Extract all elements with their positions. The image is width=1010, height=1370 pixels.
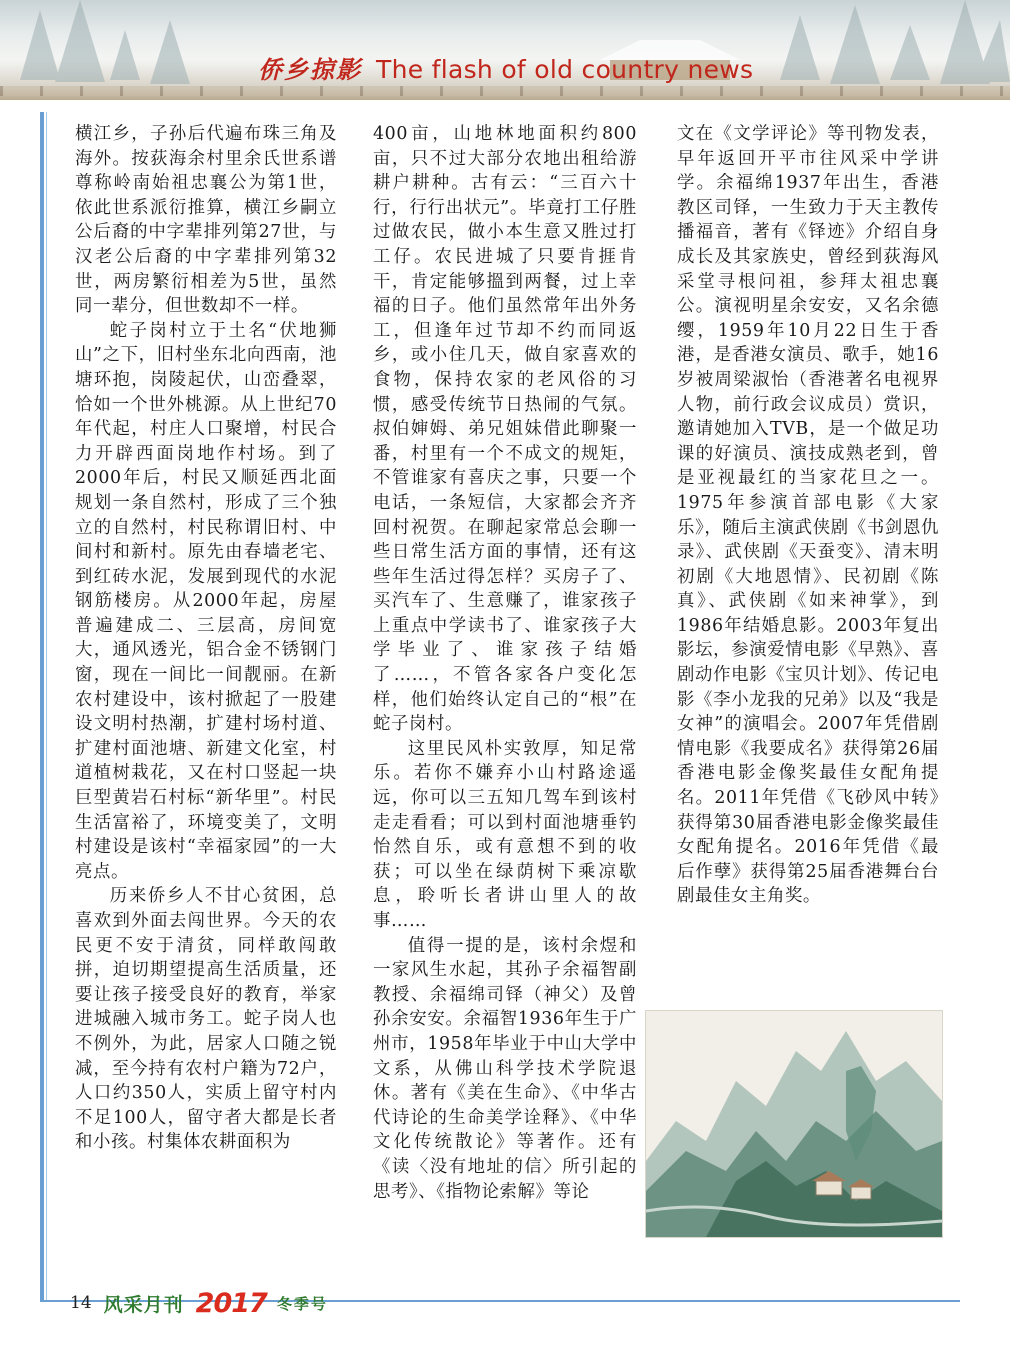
issue-year: 2017: [195, 1287, 267, 1319]
landscape-painting-drawing: [646, 1011, 942, 1237]
issue-season: 冬季号: [276, 1294, 328, 1313]
paragraph: 横江乡，子孙后代遍布珠三角及海外。按荻海余村里余氏世系谱尊称岭南始祖忠襄公为第1世，依此世系派衍推算，横江乡嗣立公后裔的中字辈排列第27世，与汉老公后裔的中字辈排列第32世，两房繁衍相差为5世，虽然同一辈分，但世数却不一样。: [75, 124, 337, 317]
paragraph: 文在《文学评论》等刊物发表，早年返回开平市往风采中学讲学。余福绵1937年出生，香港教区司铎，一生致力于天主教传播福音，著有《铎迹》介绍自身成长及其家族史，曾经到荻海风采堂寻根问祖，参拜太祖忠襄公。演视明星余安安，又名余德缨，1959年10月22日生于香港，是香港女演员、歌手，她16岁被周梁淑怡（香港著名电视界人物，前行政会议成员）赏识，邀请她加入TVB，是一个做足功课的好演员、演技成熟老到，曾是亚视最红的当家花旦之一。1975年参演首部电影《大家乐》，随后主演武侠剧《书剑恩仇录》、武侠剧《天蚕变》、清末明初剧《大地恩情》、民初剧《陈真》、武侠剧《如来神掌》，到1986年结婚息影。2003年复出影坛，参演爱情电影《早熟》、喜剧动作电影《宝贝计划》、传记电影《李小龙我的兄弟》以及“我是女神”的演唱会。2007年凭借剧情电影《我要成名》获得第26届香港电影金像奖最佳女配角提名。2011年凭借《飞砂风中转》获得第30届香港电影金像奖最佳女配角提名。2016年凭借《最后作孽》获得第25届香港舞台台剧最佳女主角奖。: [677, 124, 939, 907]
fence-rail: [0, 86, 1010, 96]
paragraph: 这里民风朴实敦厚，知足常乐。若你不嫌弃小山村路途遥远，你可以三五知几驾车到该村走走看看；可以到村面池塘垂钓怡然自乐，或有意想不到的收获；可以坐在绿荫树下乘凉歇息，聆听长者讲山里人的故事……: [373, 738, 637, 931]
paragraph: 400亩，山地林地面积约800亩，只不过大部分农地出租给游耕户耕种。古有云：“三百六十行，行行出状元”。毕竟打工仔胜过做农民，做小本生意又胜过打工仔。农民进城了只要肯捱肯干，肯定能够搵到两餐，过上幸福的日子。他们虽然常年出外务工，但逢年过节却不约而同返乡，或小住几天，做自家喜欢的食物，保持农家的老风俗的习惯，感受传统节日热闹的气氛。叔伯婶姆、弟兄姐妹借此聊聚一番，村里有一个不成文的规矩，不管谁家有喜庆之事，只要一个电话，一条短信，大家都会齐齐回村祝贺。在聊起家常总会聊一些日常生活方面的事情，还有这些年生活过得怎样？买房子了、买汽车了、生意赚了，谁家孩子上重点中学读书了、谁家孩子大学毕业了、谁家孩子结婚了……，不管各家各户变化怎样，他们始终认定自己的“根”在蛇子岗村。: [373, 124, 637, 735]
header-banner: [0, 0, 1010, 100]
section-title-en: The flash of old country news: [376, 55, 754, 84]
section-title-zh: 侨乡掠影: [258, 55, 362, 84]
page-number: 14: [70, 1293, 92, 1313]
text-column-2: [373, 122, 637, 1204]
paragraph: 值得一提的是，该村余煜和一家风生水起，其孙子余福智副教授、余福绵司铎（神父）及曾孙余安安。余福智1936年生于广州市，1958年毕业于中山大学中文系，从佛山科学技术学院退休。著有《美在生命》、《中华古代诗论的生命美学诠释》、《中华文化传统散论》等著作。还有《读〈没有地址的信〉所引起的思考》、《指物论索解》等论: [373, 935, 637, 1202]
left-border-rule-thin: [46, 112, 47, 1300]
section-title: [258, 50, 753, 84]
text-column-3: [677, 122, 939, 909]
paragraph: 历来侨乡人不甘心贫困，总喜欢到外面去闯世界。今天的农民更不安于清贫，同样敢闯敢拼，迫切期望提高生活质量，还要让孩子接受良好的教育，举家进城融入城市务工。蛇子岗人也不例外，为此，居家人口随之锐减，至今持有农村户籍为72户，人口约350人，实质上留守村内不足100人，留守者大都是长者和小孩。村集体农耕面积为: [75, 886, 337, 1153]
landscape-painting-image: [645, 1010, 943, 1238]
magazine-name: 风采月刊: [103, 1293, 184, 1316]
page-footer: [70, 1288, 328, 1318]
paragraph: 蛇子岗村立于土名“伏地狮山”之下，旧村坐东北向西南，池塘环抱，岗陵起伏，山峦叠翠，恰如一个世外桃源。从上世纪70年代起，村庄人口聚增，村民合力开辟西面岗地作村场。到了2000年后，村民又顺延西北面规划一条自然村，形成了三个独立的自然村，村民称谓旧村、中间村和新村。原先由春墙老宅、到红砖水泥，发展到现代的水泥钢筋楼房。从2000年起，房屋普遍建成二、三层高，房间宽大，通风透光，铝合金不锈钢门窗，现在一间比一间靓丽。在新农村建设中，该村掀起了一股建设文明村热潮，扩建村场村道、扩建村面池塘、新建文化室，村道植树栽花，又在村口竖起一块巨型黄岩石村标“新华里”。村民生活富裕了，环境变美了，文明村建设是该村“幸福家园”的一大亮点。: [75, 320, 337, 882]
text-column-1: [75, 122, 337, 1155]
left-border-rule: [40, 112, 44, 1300]
